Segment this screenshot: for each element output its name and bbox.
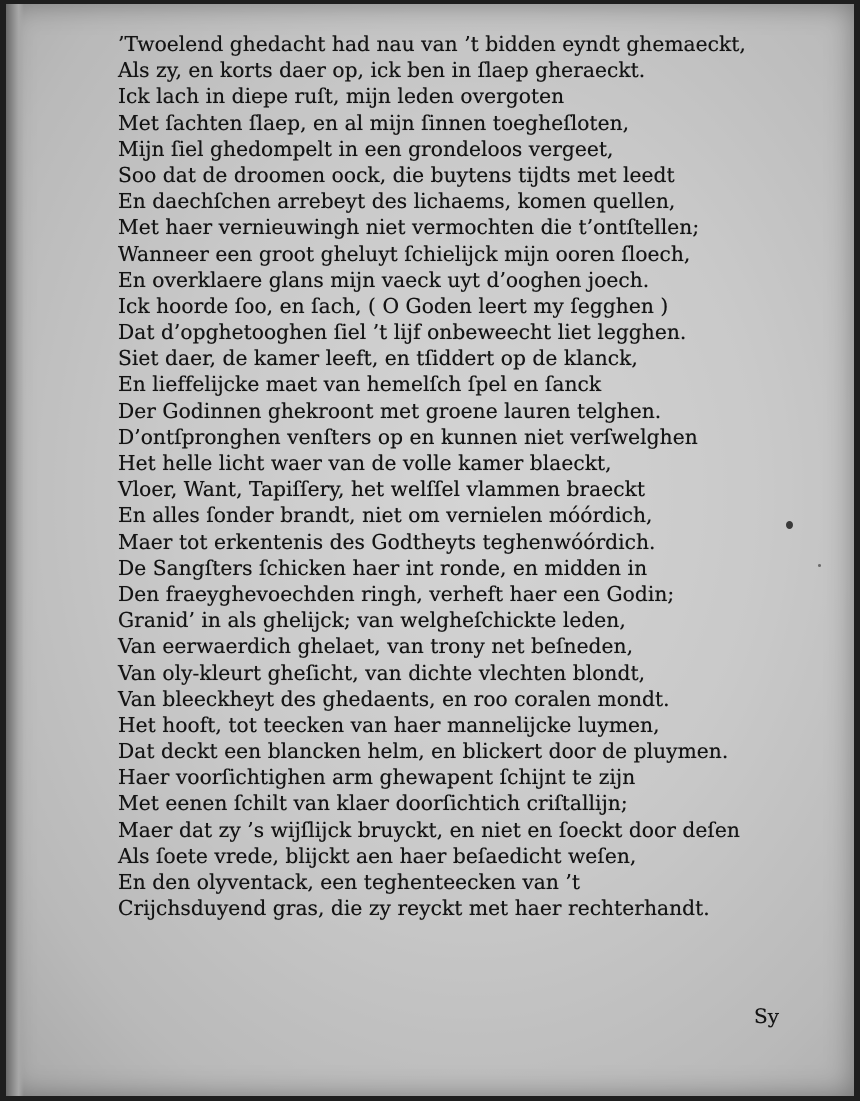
poem-line: Haer voorſichtighen arm ghewapent ſchijnt te zijn [118, 765, 636, 790]
poem-line: Wanneer een groot gheluyt ſchielijck mijn ooren ſloech, [118, 241, 691, 266]
poem-line: ’Twoelend ghedacht had nau van ’t bidden eyndt ghemaeckt, [118, 32, 746, 56]
poem-line: Crijchsduyend gras, die zy reyckt met haer rechterhandt. [118, 896, 710, 921]
poem-line: Dat deckt een blancken helm, en blickert door de pluymen. [118, 739, 729, 764]
book-page [6, 4, 854, 1096]
poem-line: Met ſachten ſlaep, en al mijn ſinnen toegheſloten, [118, 110, 630, 135]
poem-line: En daechſchen arrebeyt des lichaems, komen quellen, [118, 189, 676, 214]
poem-line: Dat d’opghetooghen ſiel ’t lijf onbeweecht liet legghen. [118, 320, 687, 345]
poem-line: Met eenen ſchilt van klaer doorſichtich criſtallijn; [118, 791, 628, 816]
poem-line: D’ontſpronghen venſters op en kunnen niet verſwelghen [118, 424, 698, 449]
poem-line: De Sangſters ſchicken haer int ronde, en midden in [118, 555, 648, 580]
poem-line: Siet daer, de kamer leeft, en tſiddert op de klanck, [118, 346, 638, 371]
poem-line: Met haer vernieuwingh niet vermochten die t’ontſtellen; [118, 215, 700, 240]
poem-line: Als zy, en korts daer op, ick ben in ſlaep gheraeckt. [118, 58, 646, 83]
poem-line: Het helle licht waer van de volle kamer blaeckt, [118, 451, 612, 475]
poem-line: Van eerwaerdich ghelaet, van trony net beſneden, [118, 634, 634, 659]
poem-line: En overklaere glans mijn vaeck uyt d’ooghen joech. [118, 267, 650, 292]
poem-line: Den fraeyghevoechden ringh, verheft haer een Godin; [118, 581, 675, 606]
poem-line: En alles ſonder brandt, niet om vernielen móórdich, [118, 503, 653, 528]
poem-line: Vloer, Want, Tapiſſery, het welſſel vlammen braeckt [118, 477, 646, 502]
poem-line: Maer dat zy ’s wijſlijck bruyckt, en niet en ſoeckt door deſen [118, 817, 740, 842]
poem-line: Mijn ſiel ghedompelt in een grondeloos vergeet, [118, 136, 614, 161]
poem-line: En den olyventack, een teghenteecken van ’t [118, 870, 581, 894]
poem-line: Granid’ in als ghelijck; van welgheſchickte leden, [118, 608, 626, 633]
page-gutter-shadow [6, 4, 24, 1096]
poem-line: Als ſoete vrede, blijckt aen haer beſaedicht weſen, [118, 843, 637, 868]
poem-line: Ick hoorde ſoo, en ſach, ( O Goden leert my ſegghen ) [118, 293, 669, 318]
ink-spot [818, 564, 821, 567]
poem-line: Soo dat de droomen oock, die buytens tijdts met leedt [118, 162, 675, 187]
poem-line: Van oly-kleurt gheſicht, van dichte vlechten blondt, [118, 660, 646, 685]
poem-line: Maer tot erkentenis des Godtheyts teghenwóórdich. [118, 529, 656, 554]
poem-line: Der Godinnen ghekroont met groene lauren telghen. [118, 398, 662, 423]
poem-text [118, 31, 818, 921]
poem-line: Het hooft, tot teecken van haer mannelijcke luymen, [118, 712, 660, 737]
poem-line: Ick lach in diepe ruſt, mijn leden overgoten [118, 84, 565, 109]
poem-line: Van bleeckheyt des ghedaents, en roo coralen mondt. [118, 686, 670, 711]
poem-line: En lieffelijcke maet van hemelſch ſpel en ſanck [118, 372, 602, 397]
catchword: Sy [754, 1004, 779, 1028]
